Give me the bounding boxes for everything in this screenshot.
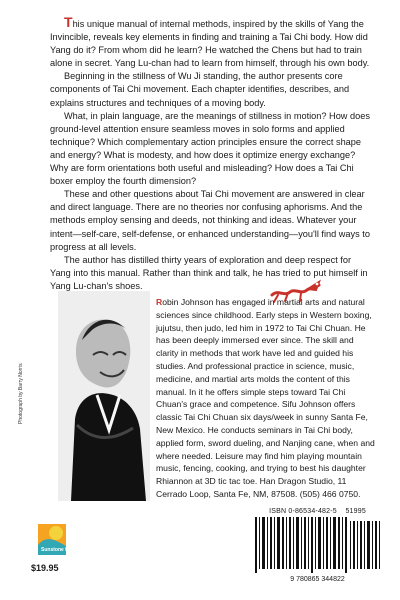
paragraph-1-text: his unique manual of internal methods, inspired by the skills of Yang the Invincible, reveals key elements in finding and training a Tai Chi body. How did Yang do it? From whom did he learn? He watched the Chens but had to train alone in secret. Yang Lu-chan had to learn from himself, through his own body. — [50, 19, 370, 69]
drop-cap: T — [64, 14, 73, 30]
photo-credit: Photograph by Barry Norris — [18, 363, 24, 424]
price-label: $19.95 — [31, 563, 59, 573]
description-paragraph-3: What, in plain language, are the meanings of stillness in motion? How does ground-level attention ensure seamless moves in solo forms and applied technique? Which complementary action principles ensure the correct shape and energy? What is modesty, and how does it optimize energy exchange? Why are form orientations both useful and misleading? How does a Tai Chi boxer employ the fourth dimension? — [50, 110, 370, 187]
author-name: obin Johnson — [162, 297, 214, 307]
bio-drop-cap: R — [156, 297, 163, 307]
description-paragraph-4: These and other questions about Tai Chi movement are answered in clear and direct language. There are no theories nor confusing aphorisms. And the methods employ sensing and deeds, not thinking and ideas. Whatever your intent—self-care, self-defense, or enhanced understanding—you'll find ways to progress at all levels. — [50, 189, 370, 252]
barcode-bars — [255, 517, 380, 577]
description-paragraph-2: Beginning in the stillness of Wu Ji standing, the author presents core components of Tai Chi movement. Each chapter identifies, describes, and explains structures and techniques of a moving body. — [50, 71, 350, 108]
author-photo — [58, 291, 150, 501]
author-bio — [156, 296, 378, 501]
description-paragraph-1 — [50, 14, 370, 70]
sunstone-press-logo — [38, 524, 79, 555]
description-paragraph-5: The author has distilled thirty years of exploration and deep respect for Yang into this manual. Rather than think and talk, he has tried to put himself in Yang Lu-chan's shoes. — [50, 254, 368, 291]
ean-number: 9 780865 344822 — [290, 576, 345, 583]
bio-text: has engaged in martial arts and natural sciences since childhood. Early steps in Western boxing, jujutsu, then judo, led him in 1972 to Tai Chi Chuan. He has been deeply immersed ever since. The skill and clarity in methods that work have led and guided his studies. And professional practice in science, music, medicine, and martial arts molds the content of this manual. In it he offers simple steps toward Tai Chi Chuan's grace and competence. Sifu Johnson offers classic Tai Chi Chuan six days/week in sunny Santa Fe, New Mexico. He conducts seminars in Tai Chi body, applied form, sword dueling, and Nanjing cane, when and where needed. Leisure may find him playing mountain music, fencing, cooking, and trying to best his daughter Rhiannon at 3D tic tac toe. Han Dragon Studio, 11 Cerrado Loop, Santa Fe, NM, 87508. (505) 466 0750. — [156, 297, 375, 499]
isbn-number: ISBN 0-86534-482-5 51995 — [269, 508, 366, 515]
publisher-logo-text: Sunstone Press — [41, 547, 79, 553]
cover-description — [50, 14, 370, 293]
isbn-barcode — [250, 508, 385, 590]
price-code: 51995 — [345, 508, 366, 515]
